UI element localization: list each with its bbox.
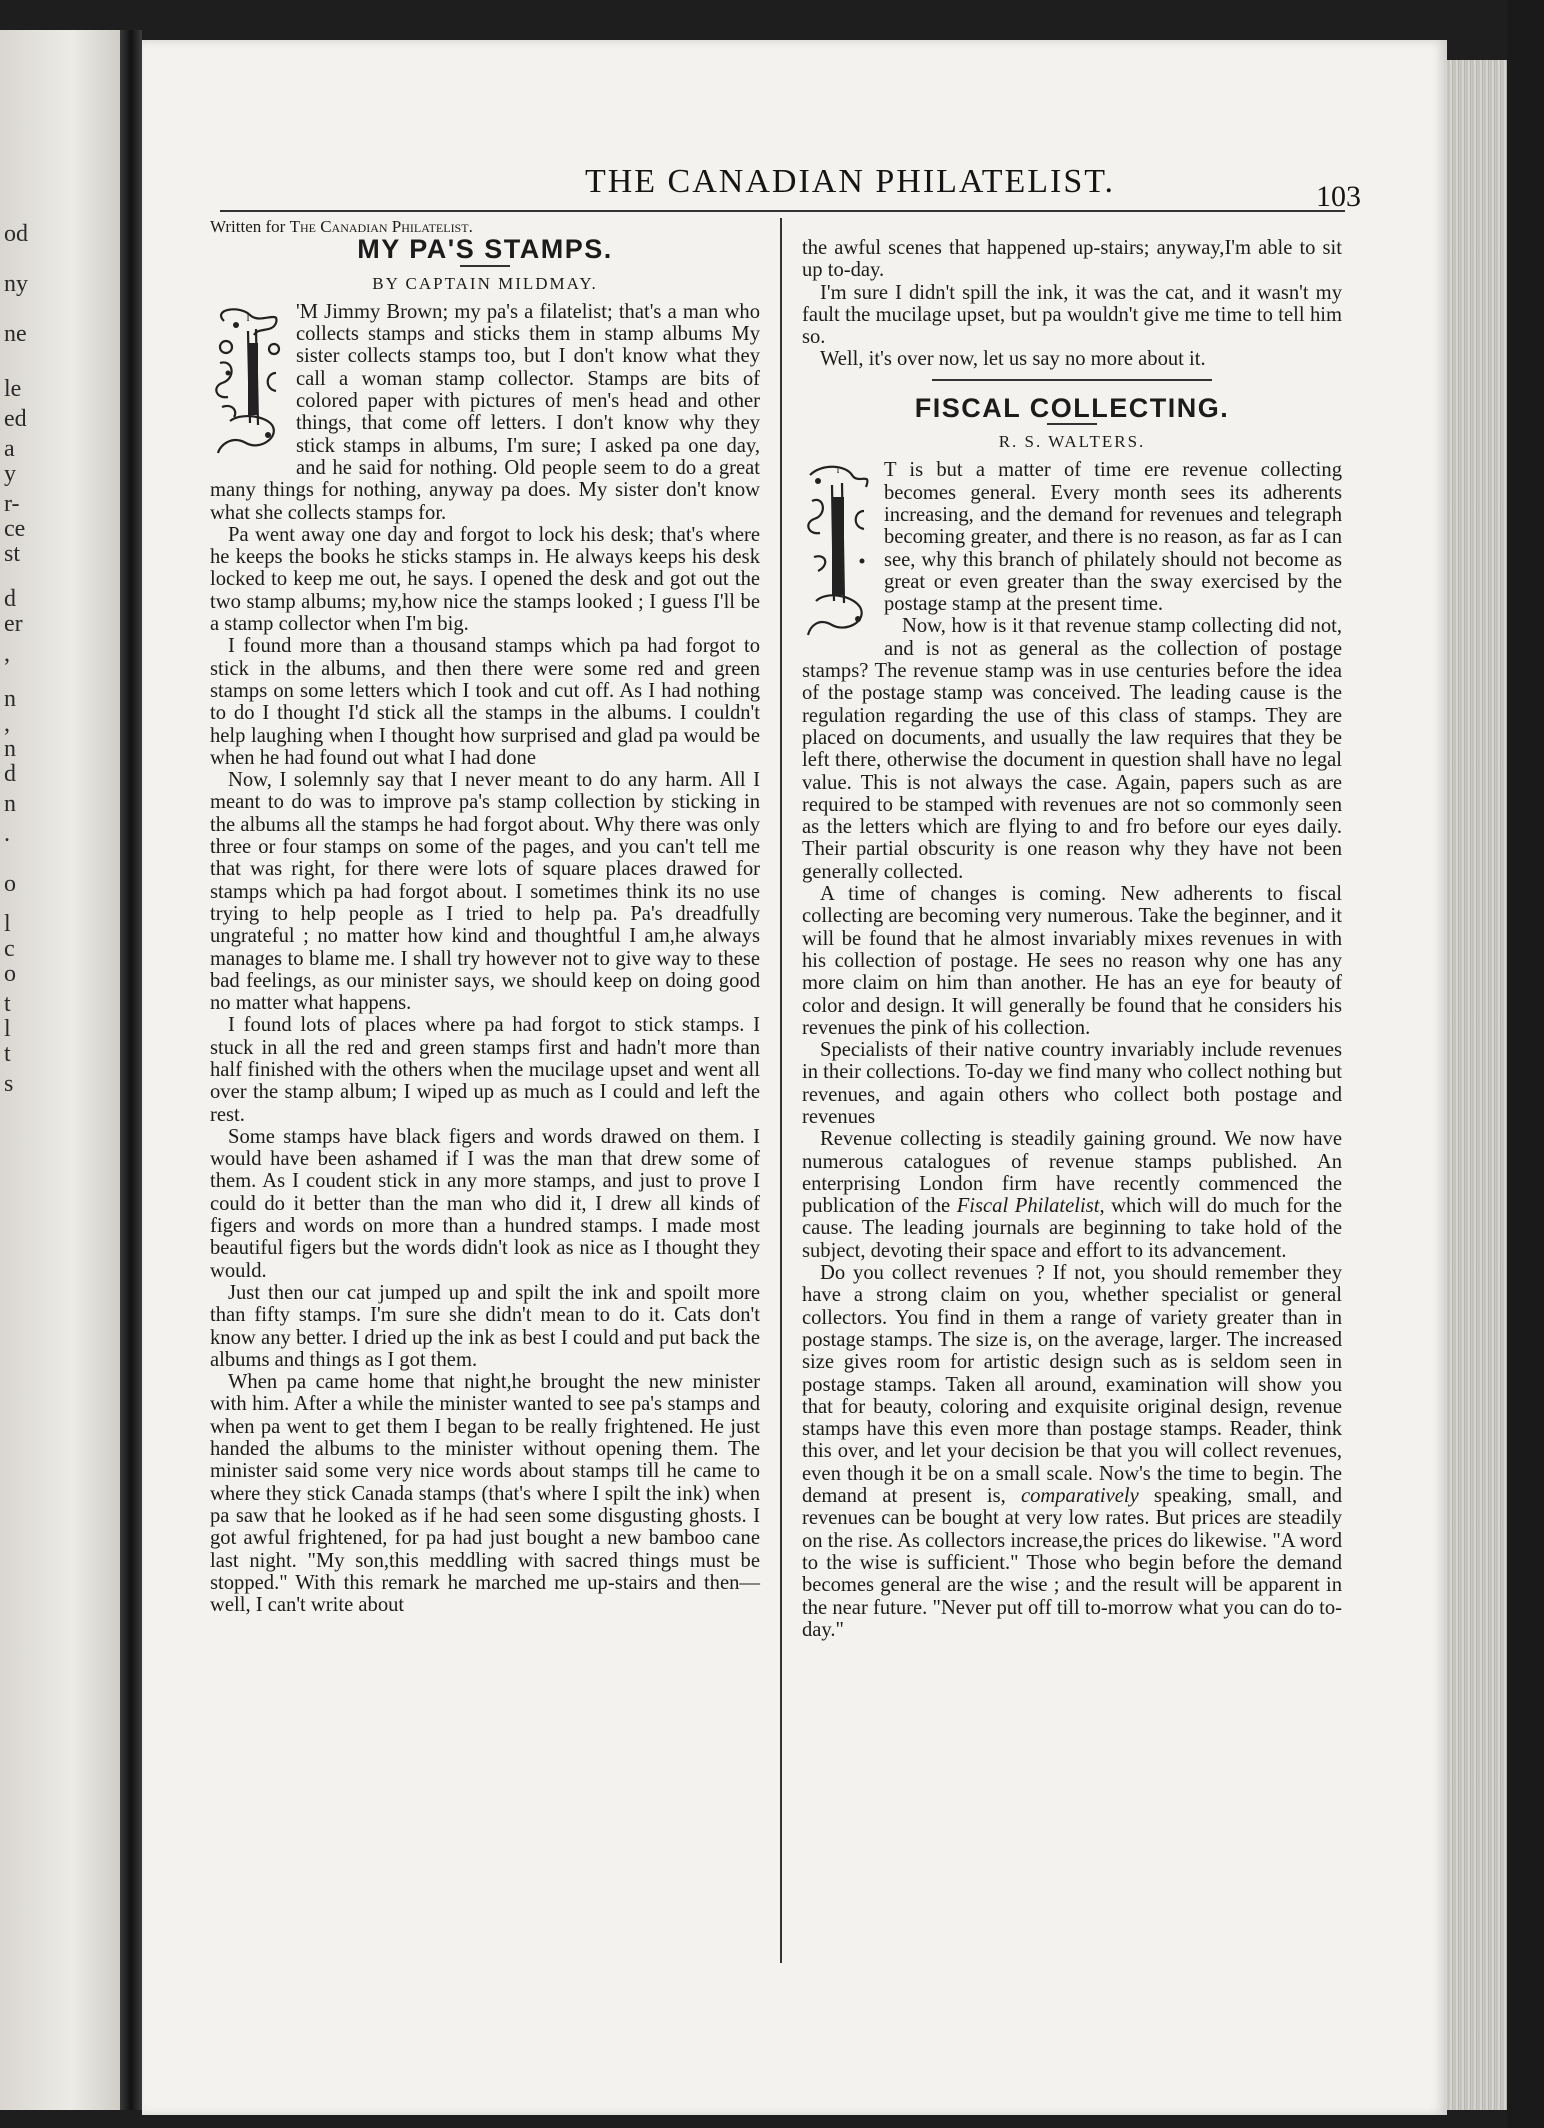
facing-page-fragment: o xyxy=(4,961,16,987)
ornamental-initial-i xyxy=(802,461,874,639)
facing-page-fragment: s xyxy=(4,1071,14,1097)
facing-page-fragment: ce xyxy=(4,516,26,542)
page-number: 103 xyxy=(1316,180,1361,213)
journal-name-italic: Fiscal Philatelist xyxy=(956,1195,1100,1218)
facing-page-fragment: a xyxy=(4,436,15,462)
right-column xyxy=(802,237,1342,1641)
facing-page-fragment: d xyxy=(4,761,16,787)
running-title: THE CANADIAN PHILATELIST. xyxy=(584,163,1116,200)
dropcap-letter-glyph: I xyxy=(836,465,840,476)
article1-paragraph: Just then our cat jumped up and spilt the ink and spoilt more than fifty stamps. I'm sure she didn't mean to do it. Cats don't know any better. I dried up the ink as best I could and put back the albums and things as I got them. xyxy=(210,1281,760,1371)
article-byline: BY CAPTAIN MILDMAY. xyxy=(372,273,598,293)
facing-page-fragment: d xyxy=(4,586,16,612)
facing-page-fragment: l xyxy=(4,1016,11,1042)
article-separator-rule xyxy=(932,379,1212,381)
article-title: MY PA'S STAMPS. xyxy=(357,234,613,265)
facing-page-fragment: l xyxy=(4,911,11,937)
scan-background xyxy=(1507,0,1544,2128)
article1-paragraph: I found more than a thousand stamps which pa had forgot to stick in the albums, and then there were some red and green stamps on some letters which I took and cut off. As I had nothing to do I thought I'd stick all the stamps in the albums. I couldn't help laughing when I thought how surprised and glad pa would be when he had found out what I had done xyxy=(210,635,760,769)
facing-page-fragment: y xyxy=(4,461,16,487)
page-stack-edges xyxy=(1447,60,1507,2110)
header-rule xyxy=(220,210,1345,212)
article2-paragraph: Now, how is it that revenue stamp collecting did not, and is not as general as the collection of postage stamps? The revenue stamp was in use centuries before the idea of the postage stamp was conceived. The leading cause is the regulation regarding the use of this class of stamps. They are placed on documents, and usually the law requires that they be left there, otherwise the document in question shall have no legal value. This is not always the case. Again, papers such as are required to be stamped with revenues are not so commonly seen as the letters which are flying to and fro before our eyes daily. Their partial obscurity is one reason why they have not been generally collected. xyxy=(802,615,1342,883)
facing-page-fragment: ne xyxy=(4,321,27,347)
article1-paragraph: I found lots of places where pa had forgot to stick stamps. I stuck in all the red and green stamps first and hadn't more than half finished with the others when the mucilage upset and went all over the stamp album; I wiped up as much as I could and left the rest. xyxy=(210,1014,760,1126)
facing-page-fragment: , xyxy=(4,641,10,667)
facing-page-fragment: st xyxy=(4,541,21,567)
paragraph-text: , which will do much for the cause. The leading journals are beginning to take hold of the subject, devoting their space and effort to its advancement. xyxy=(802,1195,1342,1262)
facing-page-fragment: ny xyxy=(4,271,28,297)
book-gutter xyxy=(120,30,142,2110)
article1-paragraph: Now, I solemnly say that I never meant to do any harm. All I meant to do was to improve pa's stamp collection by sticking in the albums all the stamps he had forgot about. Why there was only three or four stamps on some of the pages, and you can't tell me that was right, for there were lots of square places drawed for stamps which pa had forgot about. I sometimes think its no use trying to help people as I tried to help pa. Pa's dreadfully ungrateful ; no matter how kind and thoughtful I am,he always manages to blame me. I shall try however not to give way to these bad feelings, as our minister says, we should keep on doing good no matter what happens. xyxy=(210,769,760,1015)
credit-journal: The Canadian Philatelist. xyxy=(289,217,473,236)
article2-paragraph: A time of changes is coming. New adherents to fiscal collecting are becoming very numerous. Take the beginner, and it will be found that he almost invariably mixes revenues in with his collection of postage. He sees no reason why one has any more claim on him than another. He has an eye for beauty of color and design. It will generally be found that he considers his revenues the pink of his collection. xyxy=(802,883,1342,1039)
facing-page-fragment: le xyxy=(4,376,22,402)
facing-page-fragment: n xyxy=(4,736,16,762)
title-rule xyxy=(1047,423,1097,425)
credit-prefix: Written for xyxy=(210,217,290,236)
facing-page-fragment: t xyxy=(4,1041,11,1067)
article1-paragraph: Some stamps have black figers and words drawed on them. I would have been ashamed if I was the man that drew some of them. As I coudent stick in any more stamps, and just to prove I could do it better than the man who did it, I drew all kinds of figers and words on more than a hundred stamps. I made most beautiful figers but the words didn't look as nice as I thought they would. xyxy=(210,1125,760,1282)
emphasis-italic: comparatively xyxy=(1020,1485,1139,1508)
adjacent-page-edge xyxy=(0,30,120,2110)
article2-paragraph xyxy=(802,1262,1342,1641)
facing-page-fragment: n xyxy=(4,791,16,817)
facing-page-fragment: n xyxy=(4,686,16,712)
ornamental-initial-i xyxy=(210,303,286,459)
article2-paragraph: Specialists of their native country invariably include revenues in their collections. To-day we find many who collect nothing but revenues, and again others who collect both postage and revenues xyxy=(802,1039,1342,1128)
article2-paragraph xyxy=(802,1128,1342,1262)
facing-page-fragment: er xyxy=(4,611,23,637)
article-title: FISCAL COLLECTING. xyxy=(914,392,1230,423)
paragraph-text: Do you collect revenues ? If not, you should remember they have a strong claim on you, whether specialist or general collectors. You find in them a range of variety greater than in postage stamps. The size is, on the average, larger. The increased size gives room for artistic design such as is seldom seen in postage stamps. Taken all around, examination will show you that for beauty, coloring and exquisite original design, revenue stamps have this even more than postage stamps. Reader, think this over, and let your decision be that you will collect revenues, even though it be on a small scale. Now's the time to begin. The demand at present is, xyxy=(802,1262,1342,1508)
facing-page-fragment: ed xyxy=(4,406,27,432)
facing-page-fragment: . xyxy=(4,821,10,847)
column-divider xyxy=(780,218,782,1963)
article1-paragraph: I'm sure I didn't spill the ink, it was the cat, and it wasn't my fault the mucilage upset, but pa wouldn't give me time to tell him so. xyxy=(802,281,1342,349)
facing-page-fragment: r- xyxy=(4,491,20,517)
paragraph-text: Revenue collecting is steadily gaining ground. We now have numerous catalogues of revenue stamps published. An enterprising London firm have recently commenced the publication of the xyxy=(802,1128,1342,1218)
facing-page-fragment: o xyxy=(4,871,16,897)
article1-paragraph: When pa came home that night,he brought the new minister with him. After a while the minister wanted to see pa's stamps and when pa went to get them I began to be really frightened. He just handed the albums to the minister without opening them. The minister said some very nice words about stamps till he came to where they stick Canada stamps (that's where I spilt the ink) when pa saw that he looked as if he had seen some disgusting ghosts. I got awful frightened, for pa had just bought a new bamboo cane last night. "My son,this meddling with sacred things must be stopped." With this remark he marched me up-stairs and then—well, I can't write about xyxy=(210,1371,760,1617)
facing-page-fragment: c xyxy=(4,936,15,962)
article2-paragraph: T is but a matter of time ere revenue collecting becomes general. Every month sees its adherents increasing, and the demand for revenues and telegraph becoming greater, and there is no reason, as far as I can see, why this branch of philately should not become as great or even greater than the sway exercised by the postage stamp at the present time. xyxy=(884,459,1342,616)
facing-page-fragment: , xyxy=(4,711,10,737)
facing-page-fragment: od xyxy=(4,221,28,247)
article1-paragraph: Pa went away one day and forgot to lock his desk; that's where he keeps the books he sticks stamps in. He always keeps his desk locked to keep me out, he says. I opened the desk and got out the two stamp albums; my,how nice the stamps looked ; I guess I'll be a stamp collector when I'm big. xyxy=(210,523,760,636)
facing-page-fragment: t xyxy=(4,991,11,1017)
article1-paragraph: the awful scenes that happened up-stairs; anyway,I'm able to sit up to-day. xyxy=(802,237,1342,282)
article1-paragraph: Well, it's over now, let us say no more about it. xyxy=(820,348,1206,371)
dropcap-letter-glyph: I xyxy=(246,312,250,324)
paragraph-text: speaking, small, and revenues can be bought at very low rates. But prices are steadily on the rise. As collectors increase,the prices do likewise. "A word to the wise is sufficient." Those who begin before the demand becomes general are the wise ; and the result will be apparent in the near future. "Never put off till to-morrow what you can do to-day." xyxy=(802,1485,1343,1641)
article-byline: R. S. WALTERS. xyxy=(998,432,1146,452)
title-rule xyxy=(460,265,510,267)
article1-paragraph: 'M Jimmy Brown; my pa's a filatelist; that's a man who collects stamps and sticks them in stamp albums My sister collects stamps too, but I don't know what they call a woman stamp collector. Stamps are bits of colored paper with pictures of men's head and other things, that come off letters. I don't know why they stick stamps in albums, I'm sure; I asked pa one day, and he said for nothing. Old people seem to do a great many things for nothing, anyway pa does. My sister don't know what she collects stamps for. xyxy=(210,300,760,524)
left-column xyxy=(210,216,760,1616)
